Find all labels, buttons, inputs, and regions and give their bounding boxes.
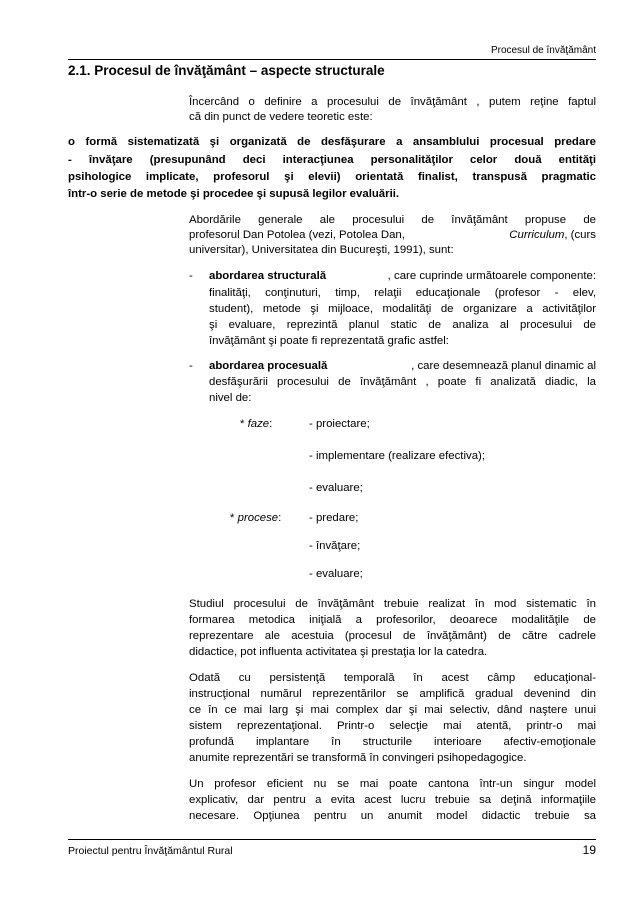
process-item: - evaluare; [309,568,363,580]
procedural-line [209,359,596,373]
procedural-line: desfăşurării procesului de învăţământ , poate fi analizată diadic, la [209,376,596,388]
para2-line: sistem reprezentaţional. Printr-o selecţie mai atentă, printr-o mai [189,720,596,732]
process-item: - învăţare; [309,540,361,552]
para1-line: reprezentare ale acestuia (procesul de învăţământ) de către cadrele [189,630,596,642]
label-prefix: * [230,512,238,524]
phase-item: - evaluare; [309,482,363,494]
para2-line: Odată cu persistenţă temporală în acest câmp educaţional- [189,672,596,684]
curriculum-title: Curriculum [509,229,565,241]
header-rule [68,59,596,60]
list-dash: - [189,360,193,372]
phases-label [240,417,272,431]
structural-rest: , care cuprinde următoarele componente: [387,270,596,282]
structural-line: student), metode şi mijloace, modalităţi de organizare a activităţilor [209,303,596,315]
para3-line: necesare. Opţiunea pentru un anumit model didactic trebuie sa [189,810,596,822]
curriculum-ref [509,228,596,242]
phase-item: - proiectare; [309,418,370,430]
definition-line: psihologice implicate, profesorul şi elevii) orientată finalist, transpusă pragmatic [68,171,596,183]
label-prefix: * [240,418,248,430]
approaches-line [189,228,596,242]
section-title: 2.1. Procesul de învăţământ – aspecte structurale [68,63,385,78]
procedural-line: nivel de: [209,392,252,404]
label-colon: : [269,418,273,430]
list-dash: - [189,270,193,282]
label-colon: : [278,512,282,524]
para3-line: explicativ, dar pentru a evita acest lucru trebuie sa deţină informaţiile [189,794,596,806]
footer-rule [68,839,596,840]
running-header: Procesul de învăţământ [490,45,596,56]
phase-item: - implementare (realizare efectiva); [309,450,485,462]
label-text: procese [237,512,279,524]
label-text: faze [247,418,270,430]
para2-line: anumite reprezentări se transformă în convingeri psihopedagogice. [189,752,527,764]
approaches-line: Abordările generale ale procesului de învăţământ propuse de [189,214,596,226]
process-item: - predare; [309,512,359,524]
para2-line: ce în ce mai larg şi mai complex dar şi mai selectiv, dând naştere unui [189,704,596,716]
procedural-term: abordarea procesuală [209,360,328,372]
curriculum-suffix: , (curs [564,229,596,241]
intro-line: Încercând o definire a procesului de învăţământ , putem reţine faptul [189,96,596,108]
para1-line: didactice, pot influenta activitatea şi prestaţia lor la catedra. [189,646,488,658]
structural-term: abordarea structurală [209,270,327,282]
definition-line: o formă sistematizată şi organizată de desfăşurare a ansamblului procesual predare [68,136,596,148]
processes-label [230,511,281,525]
structural-line: învăţământ şi poate fi reprezentată grafic astfel: [209,335,449,347]
approaches-text: profesorul Dan Potolea (vezi, Potolea Dan, [189,229,405,241]
para3-line: Un profesor eficient nu se mai poate cantona într-un singur model [189,778,596,790]
para2-line: instrucţional numărul reprezentărilor se amplifică gradual devenind din [189,688,596,700]
structural-line [209,269,596,283]
intro-line: că din punct de vedere teoretic este: [189,111,373,123]
footer-title: Proiectul pentru Învăţământul Rural [68,845,233,857]
page-number: 19 [582,843,596,857]
approaches-line: universitar), Universitatea din Bucureşti, 1991), sunt: [189,244,454,256]
definition-line: într-o serie de metode şi procedee şi supusă legilor evaluării. [68,188,400,200]
structural-line: şi evaluare, reprezintă planul static de analiza al procesului de [209,319,596,331]
procedural-rest: , care desemnează planul dinamic al [411,360,596,372]
definition-line: - învăţare (presupunând deci interacţiunea personalităţilor celor două entităţi [68,154,596,166]
para1-line: formarea metodica iniţială a profesorilor, deoarece modalităţile de [189,614,596,626]
structural-line: finalităţi, conţinuturi, timp, relaţii educaţionale (profesor - elev, [209,287,596,299]
para2-line: profundă implantare în structurile interioare afectiv-emoţionale [189,736,596,748]
para1-line: Studiul procesului de învăţământ trebuie realizat în mod sistematic în [189,598,596,610]
